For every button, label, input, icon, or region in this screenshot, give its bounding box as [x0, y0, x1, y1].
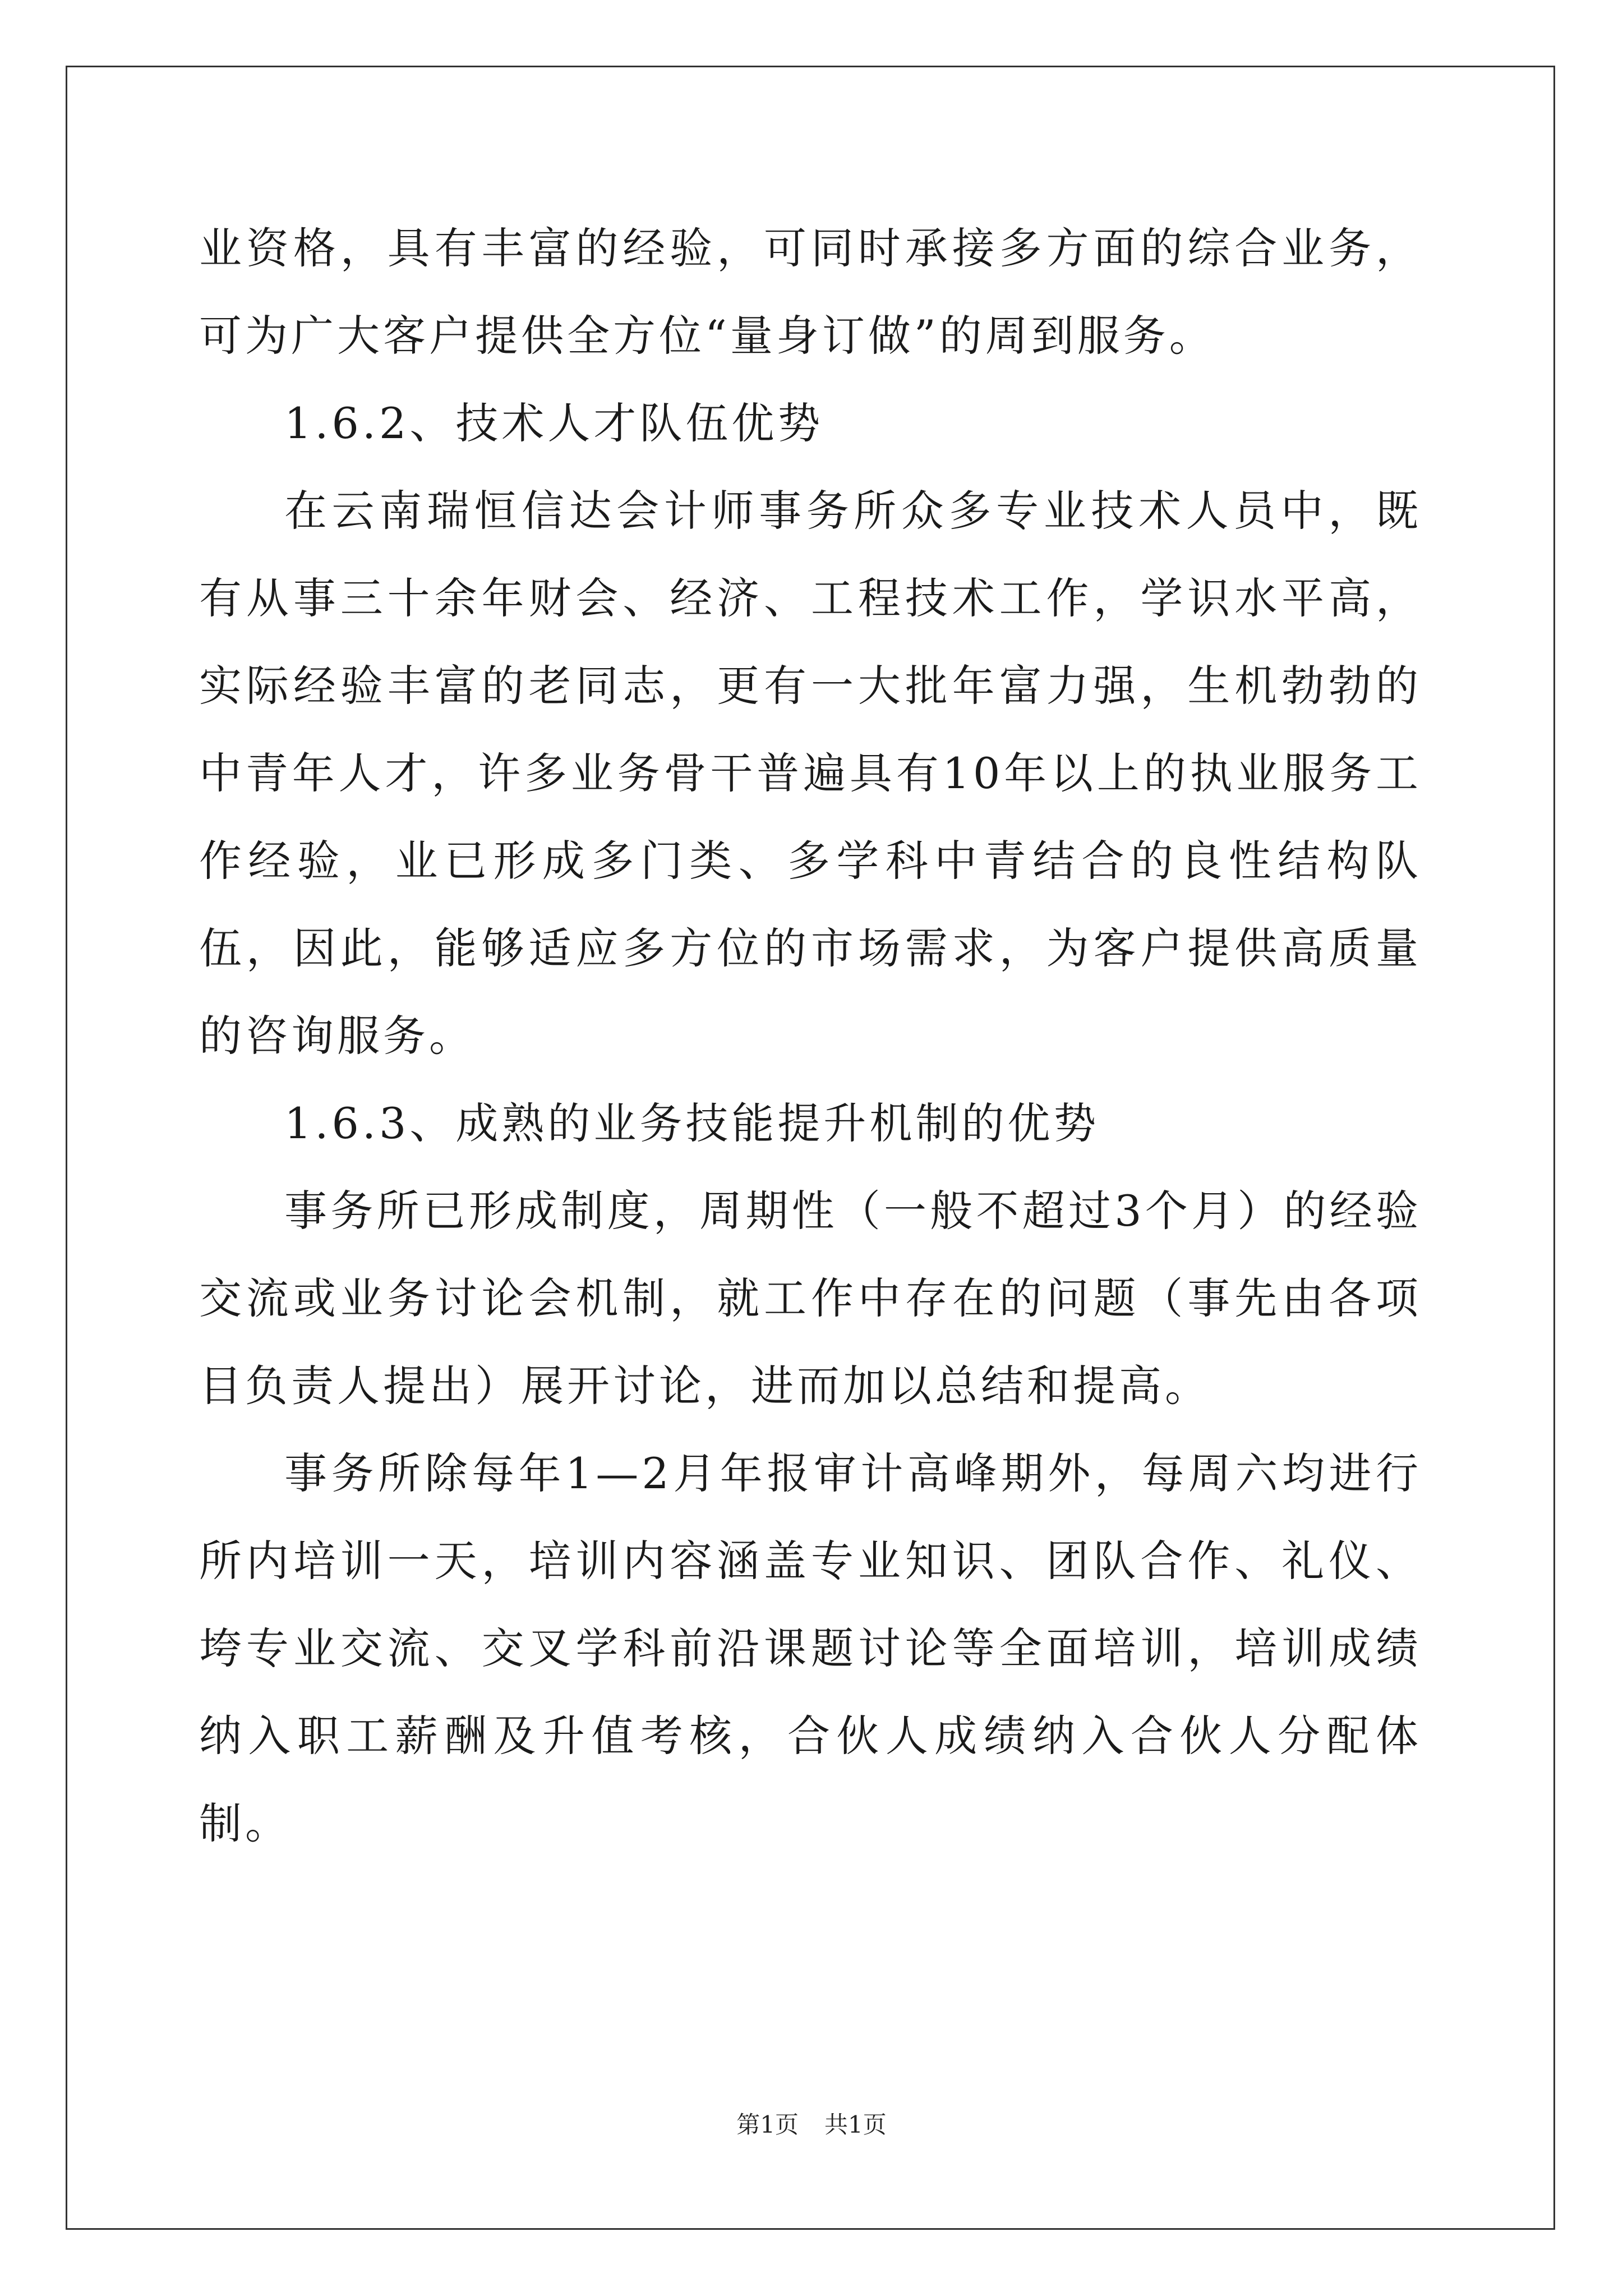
paragraph-continuation: 业资格，具有丰富的经验，可同时承接多方面的综合业务，可为广大客户提供全方位“量身订做”的周到服务。 [199, 223, 1422, 361]
page-number-total: 共1页 [824, 2111, 887, 2138]
section-heading-1-6-3: 1.6.3、成熟的业务技能提升机制的优势 [284, 1098, 1100, 1148]
paragraph-talent: 在云南瑞恒信达会计师事务所众多专业技术人员中，既有从事三十余年财会、经济、工程技术工作，学识水平高，实际经验丰富的老同志，更有一大批年富力强，生机勃勃的中青年人才，许多业务骨干普遍具有10年以上的执业服务工作经验，业已形成多门类、多学科中青结合的良性结构队伍，因此，能够适应多方位的市场需求，为客户提供高质量的咨询服务。 [199, 486, 1422, 1061]
page-footer [0, 2106, 1623, 2140]
section-heading-1-6-2: 1.6.2、技术人才队伍优势 [284, 398, 824, 448]
paragraph-mechanism: 事务所已形成制度，周期性（一般不超过3个月）的经验交流或业务讨论会机制，就工作中存在的问题（事先由各项目负责人提出）展开讨论，进而加以总结和提高。 [199, 1186, 1422, 1411]
document-body [199, 205, 1422, 1867]
paragraph-training: 事务所除每年1—2月年报审计高峰期外，每周六均进行所内培训一天，培训内容涵盖专业知识、团队合作、礼仪、垮专业交流、交叉学科前沿课题讨论等全面培训，培训成绩纳入职工薪酬及升值考核，合伙人成绩纳入合伙人分配体制。 [199, 1448, 1422, 1848]
page-number-current: 第1页 [736, 2111, 799, 2138]
